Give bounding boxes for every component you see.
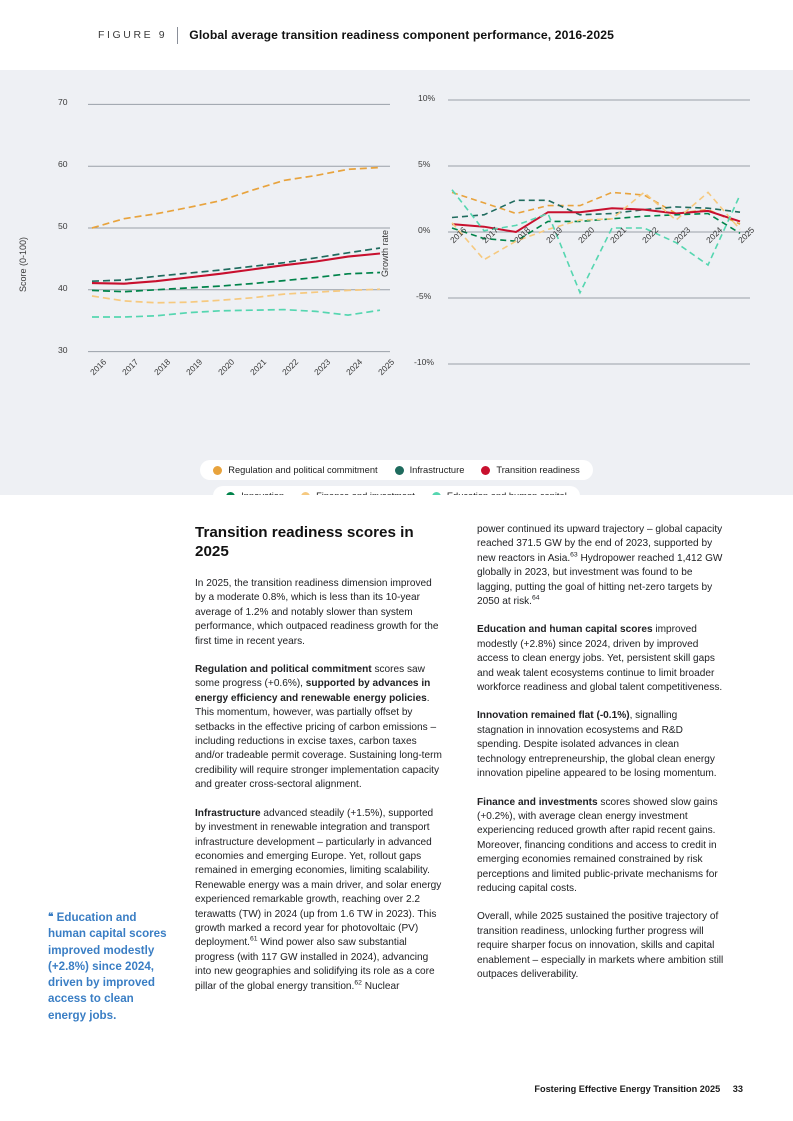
regulation-bold-2: supported by advances in energy efficiency and renewable energy policies xyxy=(195,678,431,704)
header-divider xyxy=(177,27,178,44)
hydro-text: Hydropower reached 1,412 GW globally in 2023, but investment was found to be lagging, putting the goal of hitting net-zero targets by 2050 at risk. xyxy=(477,552,723,608)
x-tick-left-0: 2016 xyxy=(88,356,109,378)
legend-item-regulation xyxy=(213,465,377,475)
chart-panel xyxy=(0,70,793,495)
x-tick-left-9: 2025 xyxy=(376,356,397,378)
figure-label: FIGURE 9 xyxy=(98,29,168,41)
figure-header xyxy=(0,0,793,70)
innovation-text: , signalling stagnation in innovation ecosystems and R&D spending. Despite isolated advances in clean technology entrepreneurship, the global clean energy innovation pipeline appeared to be losing momentum. xyxy=(477,710,717,780)
article-column-left xyxy=(195,523,443,1008)
paragraph-infrastructure xyxy=(195,807,443,994)
innovation-bold: Innovation remained flat (-0.1%) xyxy=(477,710,630,722)
paragraph-overall: Overall, while 2025 sustained the positive trajectory of transition readiness, unlocking further progress will require sharper focus on innovation, skills and capital enablement – especially in markets where ambition still outpaces deliverability. xyxy=(477,911,724,980)
x-tick-left-5: 2021 xyxy=(248,356,269,378)
regulation-text-2: . This momentum, however, was partially offset by setbacks in the effective pricing of carbon emissions – including reductions in excise taxes, carbon taxes and/or tradeable permit coverage. Sustaining long-term credibility will require stronger implementation capacity and greater cross-sectoral alignment. xyxy=(195,692,442,791)
infrastructure-text: advanced steadily (+1.5%), supported by investment in renewable integration and transport infrastructure development – particularly in advanced economies and emerging Europe. Yet, rollout gaps remained in emerging economies, limiting scalability. Renewable energy was a main driver, and solar energy experienced remarkable growth, reaching over 2.2 terawatts (TW) in 2024 (up from 1.6 TW in 2023). This growth marked a record year for photovoltaic (PV) deployment. xyxy=(195,807,442,949)
x-tick-right-6: 2022 xyxy=(640,224,661,246)
paragraph-finance xyxy=(477,796,725,897)
legend-label-transition-readiness: Transition readiness xyxy=(496,465,580,475)
x-tick-right-0: 2016 xyxy=(448,224,469,246)
x-tick-left-4: 2020 xyxy=(216,356,237,378)
pull-quote-text: Education and human capital scores improved modestly (+2.8%) since 2024, driven by improved access to clean energy jobs. xyxy=(48,911,167,1022)
x-tick-right-8: 2024 xyxy=(704,224,725,246)
x-tick-left-1: 2017 xyxy=(120,356,141,378)
paragraph-education xyxy=(477,623,725,695)
pull-quote xyxy=(48,910,174,1024)
chart-score-panel xyxy=(18,92,397,392)
footer-title: Fostering Effective Energy Transition 2025 xyxy=(534,1084,721,1094)
legend-row-1 xyxy=(0,460,793,480)
y-tick-right-3: -5% xyxy=(416,291,432,301)
y-tick-right-1: 5% xyxy=(418,159,431,169)
nuclear-text: power continued its upward trajectory – global capacity reached 371.5 GW by the end of 2023, supported by new reactors in Asia. xyxy=(477,524,723,564)
paragraph-intro: In 2025, the transition readiness dimension improved by a moderate 0.8%, which is less than its 10-year average of 1.2% and notably slower than system performance, which outpaced readiness growth for the first time in recent years. xyxy=(195,578,439,647)
x-tick-right-4: 2020 xyxy=(576,224,597,246)
footnote-ref-61: 61 xyxy=(250,935,258,943)
legend-label-infrastructure: Infrastructure xyxy=(409,465,465,475)
article-heading: Transition readiness scores in 2025 xyxy=(195,524,414,560)
x-tick-left-2: 2018 xyxy=(152,356,173,378)
y-axis-title-left: Score (0-100) xyxy=(18,236,28,292)
footnote-ref-63: 63 xyxy=(570,551,578,559)
paragraph-regulation xyxy=(195,663,443,793)
legend-dot-transition-readiness xyxy=(481,466,490,475)
infrastructure-text-b: Wind power also saw substantial progress (with 117 GW installed in 2024), advancing into new geographies and solidifying its role as a core pillar of the global energy transition. xyxy=(195,937,435,992)
y-tick-left-0: 70 xyxy=(58,97,68,107)
footer-page-number: 33 xyxy=(732,1084,743,1094)
y-tick-left-4: 30 xyxy=(58,345,68,355)
y-axis-title-right: Growth rate xyxy=(380,229,390,277)
x-tick-right-7: 2023 xyxy=(672,224,693,246)
quote-icon: ❝ xyxy=(48,912,54,923)
y-tick-left-2: 50 xyxy=(58,221,68,231)
x-tick-left-8: 2024 xyxy=(344,356,365,378)
y-tick-right-2: 0% xyxy=(418,225,431,235)
infrastructure-bold: Infrastructure xyxy=(195,807,261,819)
legend-item-transition-readiness xyxy=(481,465,579,475)
regulation-bold-1: Regulation and political commitment xyxy=(195,664,372,676)
footnote-ref-62: 62 xyxy=(354,979,362,987)
y-tick-left-1: 60 xyxy=(58,159,68,169)
legend-item-infrastructure xyxy=(395,465,465,475)
finance-bold: Finance and investments xyxy=(477,796,598,808)
education-text: improved modestly (+2.8%) since 2024, driven by improved access to clean energy jobs. Yet, persistent skill gaps and weak talent ecosystems continue to limit broader workforce readiness and global talent competitiveness. xyxy=(477,624,723,694)
legend-dot-infrastructure xyxy=(395,466,404,475)
paragraph-innovation xyxy=(477,709,725,781)
article-column-right xyxy=(477,523,725,996)
x-tick-left-3: 2019 xyxy=(184,356,205,378)
x-tick-right-9: 2025 xyxy=(736,224,757,246)
y-tick-left-3: 40 xyxy=(58,283,68,293)
figure-title: Global average transition readiness component performance, 2016-2025 xyxy=(189,28,614,42)
x-tick-right-2: 2018 xyxy=(512,224,533,246)
y-tick-right-0: 10% xyxy=(418,93,436,103)
footnote-ref-64: 64 xyxy=(531,594,540,602)
x-tick-left-7: 2023 xyxy=(312,356,333,378)
education-bold: Education and human capital scores xyxy=(477,624,653,636)
regulation-text-1: scores saw some progress (+0.6%), xyxy=(195,664,425,690)
chart-growth-panel xyxy=(380,92,757,392)
legend-label-regulation: Regulation and political commitment xyxy=(228,465,378,475)
x-tick-right-3: 2019 xyxy=(544,224,565,246)
article-body xyxy=(0,495,793,1121)
x-tick-left-6: 2022 xyxy=(280,356,301,378)
legend-dot-regulation xyxy=(213,466,222,475)
legend-pill-1 xyxy=(200,460,593,480)
finance-text: scores showed slow gains (+0.2%), with average clean energy investment experiencing reduced growth after rapid recent gains. Moreover, financing conditions and access to credit in emerging economies remained constrained by risk perceptions and limited public-private mechanisms for reducing capital costs. xyxy=(477,796,718,894)
x-tick-right-1: 2017 xyxy=(480,224,501,246)
x-tick-right-5: 2021 xyxy=(608,224,629,246)
paragraph-nuclear-hydro xyxy=(477,523,725,609)
chart-score-svg xyxy=(60,92,390,392)
y-tick-right-4: -10% xyxy=(414,357,435,367)
infrastructure-text-c: Nuclear xyxy=(361,980,400,992)
page-footer xyxy=(534,1084,743,1094)
